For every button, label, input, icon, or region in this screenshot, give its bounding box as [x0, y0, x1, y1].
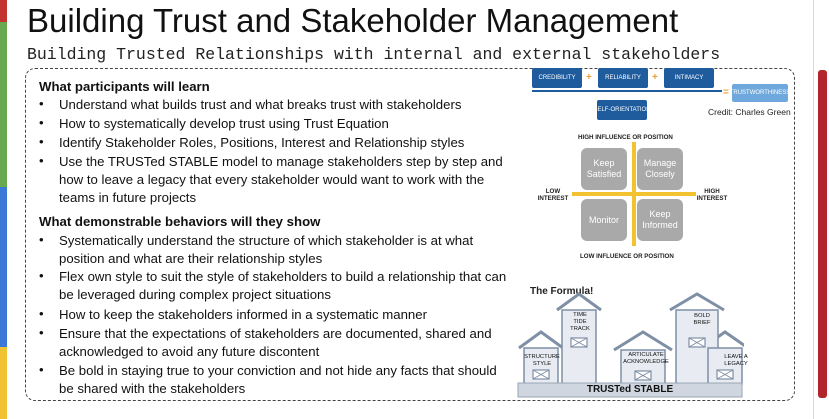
- learn-item-text: How to systematically develop trust using Trust Equation: [59, 116, 389, 131]
- equals-sign: =: [723, 87, 729, 98]
- intimacy-pill: INTIMACY: [664, 68, 714, 88]
- bullet: •: [39, 268, 44, 283]
- list-item: [39, 115, 519, 133]
- plus-sign: +: [586, 72, 592, 83]
- bullet: •: [39, 153, 44, 168]
- matrix-left-label: LOW INTEREST: [537, 188, 569, 202]
- learn-heading: What participants will learn: [39, 79, 210, 94]
- trustworthiness-pill: TRUSTWORTHINESS: [732, 84, 788, 102]
- behavior-item-text: How to keep the stakeholders informed in a systematic manner: [59, 307, 427, 322]
- list-item: [39, 153, 519, 207]
- matrix-bottom-label: LOW INFLUENCE OR POSITION: [580, 253, 674, 260]
- quadrant-manage-closely: Manage Closely: [637, 148, 683, 190]
- list-item: [39, 232, 519, 268]
- formula-base-label: TRUSTed STABLE: [586, 384, 674, 395]
- quadrant-monitor: Monitor: [581, 199, 627, 241]
- behavior-item-text: Be bold in staying true to your conviction and not hide any facts that should be shared with the stakeholders: [59, 363, 497, 396]
- behaviors-heading: What demonstrable behaviors will they show: [39, 214, 321, 229]
- list-item: [39, 96, 519, 114]
- quadrant-keep-satisfied: Keep Satisfied: [581, 148, 627, 190]
- house-bold-brief: BOLD BRIEF: [693, 313, 711, 326]
- matrix-right-label: HIGH INTEREST: [696, 188, 728, 202]
- bullet: •: [39, 232, 44, 247]
- bullet: •: [39, 306, 44, 321]
- behavior-item-text: Ensure that the expectations of stakeholders are documented, shared and acknowledged to avoid any future discontent: [59, 326, 492, 359]
- list-item: [39, 362, 519, 398]
- bullet: •: [39, 325, 44, 340]
- house-structure-style: STRUCTURE STYLE: [524, 354, 560, 367]
- page-subtitle: Building Trusted Relationships with internal and external stakeholders: [27, 45, 721, 64]
- list-item: [39, 268, 519, 304]
- house-articulate-acknowledge: ARTICULATE ACKNOWLEDGE: [623, 352, 669, 365]
- quadrant-keep-informed: Keep Informed: [637, 199, 683, 241]
- behavior-item-text: Flex own style to suit the style of stakeholders to build a relationship that can be leveraged during complex project situations: [59, 269, 507, 302]
- house-leave-a-legacy: LEAVE A LEGACY: [724, 354, 748, 367]
- accent-yellow: [0, 347, 7, 419]
- bullet: •: [39, 134, 44, 149]
- slide-edge-line: [813, 0, 814, 419]
- list-item: [39, 306, 519, 324]
- bullet: •: [39, 115, 44, 130]
- fraction-line: [532, 90, 722, 92]
- page-title: Building Trust and Stakeholder Management: [27, 2, 679, 39]
- formula-title: The Formula!: [530, 286, 594, 297]
- bullet: •: [39, 362, 44, 377]
- learn-item-text: Use the TRUSTed STABLE model to manage stakeholders step by step and how to leave a legacy that every stakeholder would want to work with the teams in future projects: [59, 154, 503, 205]
- accent-green: [0, 22, 7, 187]
- bullet: •: [39, 96, 44, 111]
- self-orientation-pill: SELF-ORIENTATION: [597, 100, 647, 120]
- accent-red: [0, 0, 7, 22]
- reliability-pill: RELIABILITY: [598, 68, 648, 88]
- plus-sign: +: [652, 72, 658, 83]
- accent-blue: [0, 187, 7, 347]
- list-item: [39, 134, 519, 152]
- learn-item-text: Understand what builds trust and what breaks trust with stakeholders: [59, 97, 462, 112]
- house-time-tide-track: TIME TIDE TRACK: [570, 312, 590, 332]
- matrix-horizontal-axis: [572, 192, 696, 196]
- list-item: [39, 325, 519, 361]
- credit-text: Credit: Charles Green: [708, 107, 791, 117]
- learn-item-text: Identify Stakeholder Roles, Positions, Interest and Relationship styles: [59, 135, 465, 150]
- behavior-item-text: Systematically understand the structure of which stakeholder is at what position and what are their relationship styles: [59, 233, 474, 266]
- left-accent-strip: [0, 0, 7, 419]
- houses-graphic: [514, 292, 744, 398]
- credibility-pill: CREDIBILITY: [532, 68, 582, 88]
- scrollbar[interactable]: [818, 70, 827, 398]
- matrix-top-label: HIGH INFLUENCE OR POSITION: [578, 134, 673, 141]
